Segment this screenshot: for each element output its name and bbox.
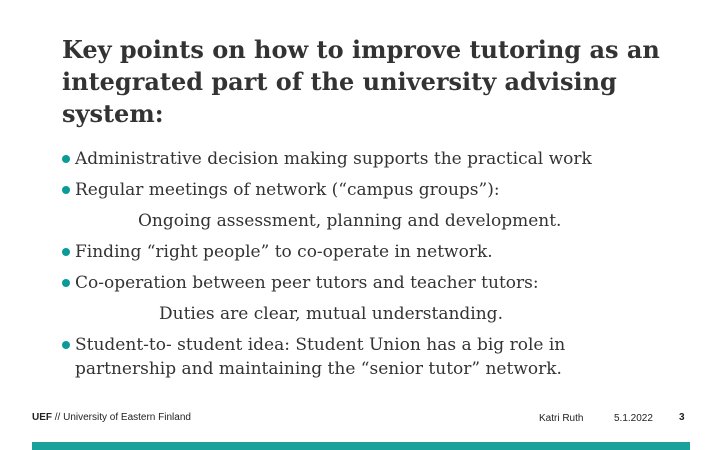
- university-abbrev: UEF: [32, 412, 52, 423]
- bullet-text: Regular meetings of network (“campus groups”):: [75, 180, 500, 200]
- bullet-dot-icon: [62, 248, 70, 256]
- slide-date: 5.1.2022: [614, 413, 653, 424]
- bullet-sub-item: [62, 209, 702, 240]
- bullet-sub-item: [62, 302, 702, 333]
- slide-title: [62, 34, 682, 130]
- title-line-2: integrated part of the university advising: [62, 67, 617, 96]
- bullet-dot-icon: [62, 186, 70, 194]
- bullet-item: [62, 333, 702, 381]
- author-name: Katri Ruth: [539, 413, 584, 424]
- bullet-text: Administrative decision making supports the practical work: [75, 149, 592, 169]
- bullet-subtext: Ongoing assessment, planning and development.: [138, 211, 562, 231]
- bullet-dot-icon: [62, 279, 70, 287]
- bullet-text-line-2: partnership and maintaining the “senior tutor” network.: [75, 359, 562, 379]
- bullet-dot-icon: [62, 341, 70, 349]
- bullet-text-line-1: Student-to- student idea: Student Union has a big role in: [75, 335, 566, 355]
- bullet-subtext: Duties are clear, mutual understanding.: [159, 304, 503, 324]
- bullet-text: [75, 333, 565, 381]
- bullet-item: [62, 240, 702, 271]
- footer-accent-bar: [32, 442, 690, 450]
- footer: [0, 408, 720, 428]
- bullet-item: [62, 271, 702, 302]
- bullet-list: [62, 147, 702, 381]
- title-line-3: system:: [62, 99, 164, 128]
- university-label: [32, 412, 191, 423]
- bullet-item: [62, 178, 702, 209]
- bullet-dot-icon: [62, 155, 70, 163]
- bullet-text: Co-operation between peer tutors and teacher tutors:: [75, 273, 539, 293]
- bullet-item: [62, 147, 702, 178]
- title-line-1: Key points on how to improve tutoring as an: [62, 35, 660, 64]
- university-name: // University of Eastern Finland: [54, 412, 191, 423]
- bullet-text: Finding “right people” to co-operate in network.: [75, 242, 493, 262]
- page-number: 3: [679, 412, 685, 423]
